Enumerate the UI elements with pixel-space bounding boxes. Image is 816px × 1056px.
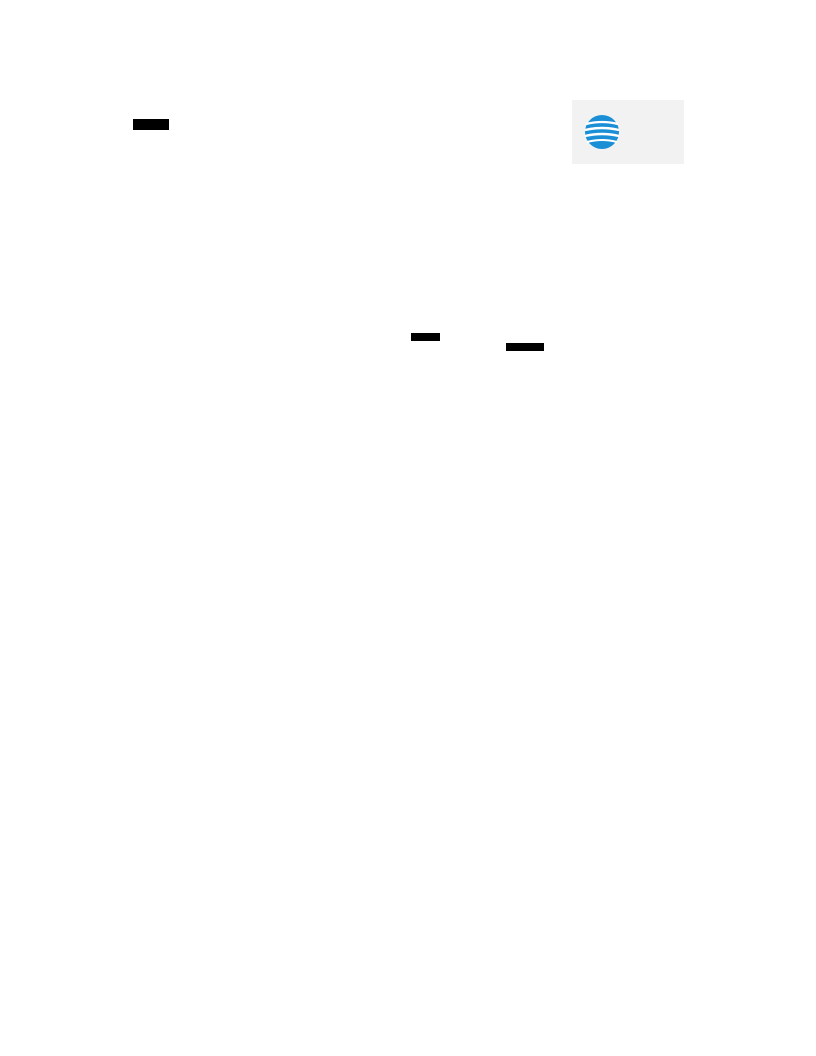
- att-logo: [572, 100, 684, 164]
- redacted-account-number: [411, 333, 440, 341]
- redacted-block: [506, 343, 544, 351]
- redacted-block: [133, 119, 169, 130]
- att-globe-icon: [572, 100, 684, 164]
